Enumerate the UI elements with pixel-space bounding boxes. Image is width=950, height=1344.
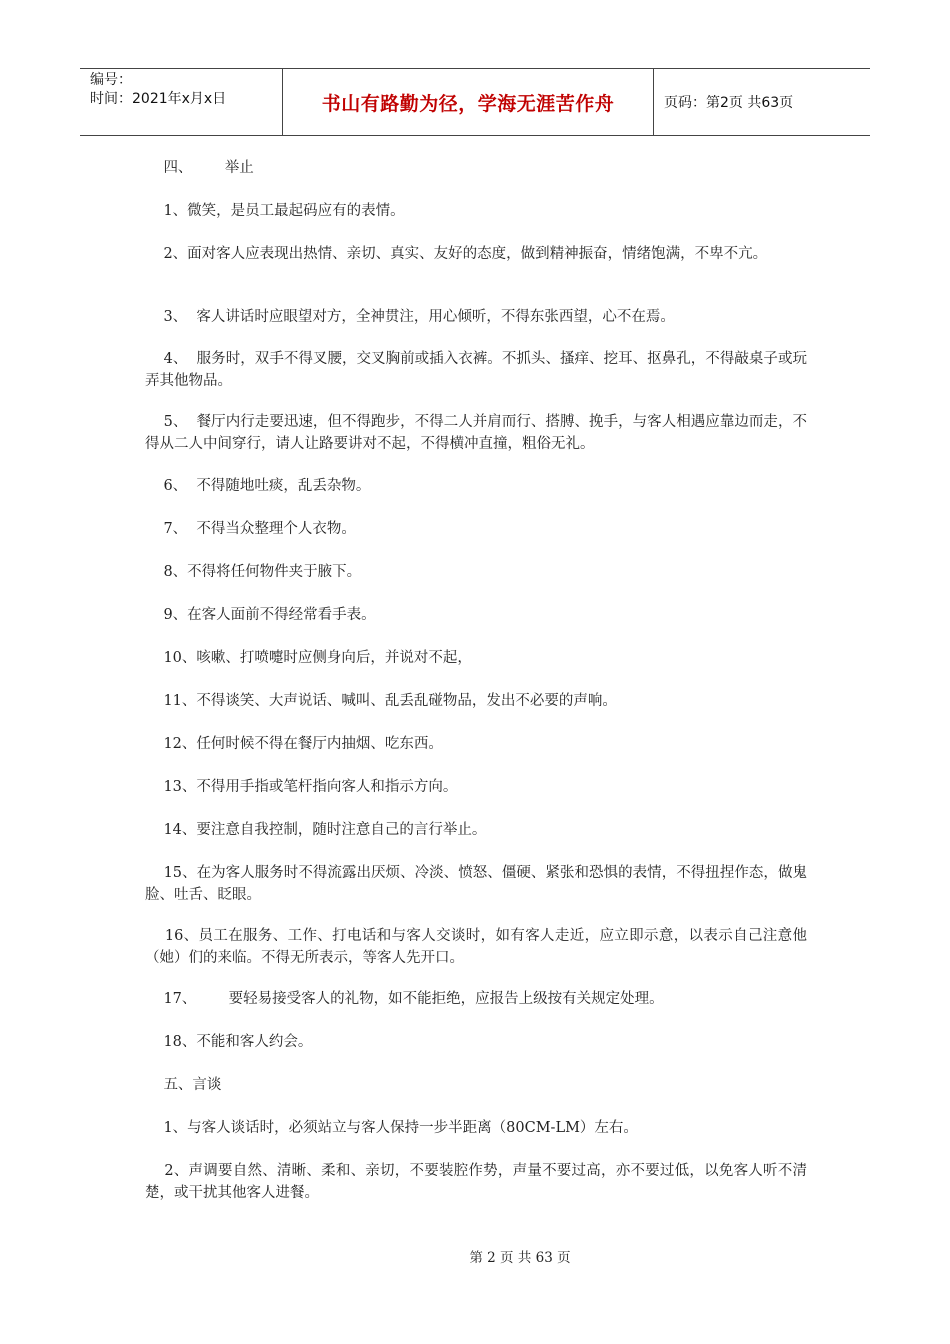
section-heading-behavior: 四、 举止 (145, 160, 254, 176)
section-heading-speech: 五、言谈 (145, 1077, 222, 1093)
paragraph: 14、要注意自我控制，随时注意自己的言行举止。 (145, 822, 487, 838)
paragraph: 1、与客人谈话时，必须站立与客人保持一步半距离（80CM-LM）左右。 (145, 1120, 638, 1136)
document-header (80, 68, 870, 136)
paragraph: 6、 不得随地吐痰，乱丢杂物。 (145, 478, 371, 494)
paragraph: 8、不得将任何物件夹于腋下。 (145, 564, 362, 580)
paragraph: 11、不得谈笑、大声说话、喊叫、乱丢乱碰物品，发出不必要的声响。 (145, 693, 617, 709)
paragraph: 15、在为客人服务时不得流露出厌烦、冷淡、愤怒、僵硬、紧张和恐惧的表情，不得扭捏作态，做鬼脸、吐舌、眨眼。 (145, 865, 807, 903)
page-footer: 第 2 页 共 63 页 (469, 1250, 571, 1266)
paragraph: 9、在客人面前不得经常看手表。 (145, 607, 376, 623)
paragraph: 10、咳嗽、打喷嚏时应侧身向后，并说对不起， (145, 650, 472, 666)
header-motto: 书山有路勤为径，学海无涯苦作舟 (282, 69, 654, 135)
paragraph: 3、 客人讲话时应眼望对方，全神贯注，用心倾听，不得东张西望，心不在焉。 (145, 309, 675, 325)
header-page-info: 页码：第2页 共63页 (664, 95, 794, 111)
document-number-label: 编号： (90, 72, 132, 88)
paragraph: 1、微笑，是员工最起码应有的表情。 (145, 203, 405, 219)
paragraph: 4、 服务时，双手不得叉腰，交叉胸前或插入衣裤。不抓头、搔痒、挖耳、抠鼻孔，不得敲桌子或玩弄其他物品。 (145, 351, 807, 389)
paragraph: 5、 餐厅内行走要迅速，但不得跑步，不得二人并肩而行、搭膊、挽手，与客人相遇应靠边而走，不得从二人中间穿行，请人让路要讲对不起，不得横冲直撞，粗俗无礼。 (145, 414, 807, 452)
paragraph: 2、面对客人应表现出热情、亲切、真实、友好的态度，做到精神振奋，情绪饱满，不卑不亢。 (145, 246, 768, 262)
paragraph: 16、员工在服务、工作、打电话和与客人交谈时，如有客人走近，应立即示意，以表示自己注意他（她）们的来临。不得无所表示，等客人先开口。 (145, 928, 807, 966)
paragraph: 12、任何时候不得在餐厅内抽烟、吃东西。 (145, 736, 443, 752)
paragraph: 13、不得用手指或笔杆指向客人和指示方向。 (145, 779, 458, 795)
paragraph: 7、 不得当众整理个人衣物。 (145, 521, 356, 537)
paragraph: 2、声调要自然、清晰、柔和、亲切，不要装腔作势，声量不要过高，亦不要过低，以免客人听不清楚，或干扰其他客人进餐。 (145, 1163, 807, 1201)
paragraph: 17、 要轻易接受客人的礼物，如不能拒绝，应报告上级按有关规定处理。 (145, 991, 664, 1007)
header-meta (80, 69, 282, 135)
paragraph: 18、不能和客人约会。 (145, 1034, 313, 1050)
document-date: 时间：2021年x月x日 (90, 91, 227, 107)
